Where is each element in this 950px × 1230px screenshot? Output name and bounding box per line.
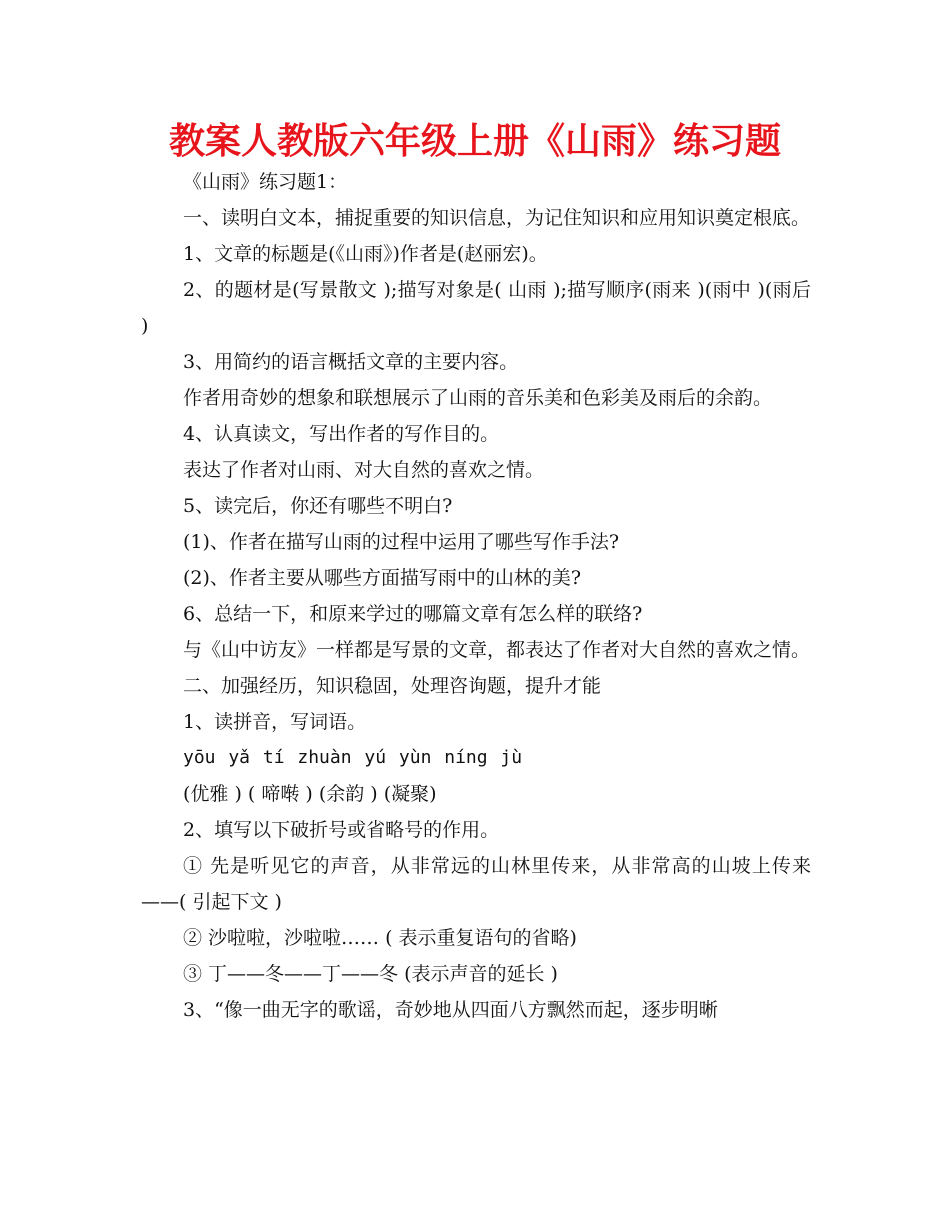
- paragraph-item-3: ③ 丁——冬——丁——冬 (表示声音的延长 ): [183, 963, 558, 985]
- paragraph-q4: 4、认真读文，写出作者的写作目的。: [183, 423, 500, 445]
- paragraph-section-one: 一、读明白文本，捕捉重要的知识信息，为记住知识和应用知识奠定根底。: [183, 207, 811, 229]
- page-title: 教案人教版六年级上册《山雨》练习题: [168, 121, 781, 162]
- paragraph-a4: 表达了作者对山雨、对大自然的喜欢之情。: [183, 459, 545, 481]
- paragraph-q3-quote: 3、“像一曲无字的歌谣，奇妙地从四面八方飘然而起，逐步明晰: [183, 999, 718, 1021]
- paragraph-q5: 5、读完后，你还有哪些不明白?: [183, 495, 453, 517]
- paragraph-q6: 6、总结一下，和原来学过的哪篇文章有怎么样的联络?: [183, 603, 643, 625]
- document-body: [141, 164, 811, 1028]
- paragraph-q1: 1、文章的标题是(《山雨》)作者是(赵丽宏)。: [183, 243, 548, 265]
- paragraph-item-2: ② 沙啦啦，沙啦啦…… ( 表示重复语句的省略): [183, 927, 577, 949]
- paragraph-section-two: 二、加强经历，知识稳固，处理咨询题，提升才能: [183, 675, 602, 697]
- paragraph-q2: 2、的题材是(写景散文 );描写对象是( 山雨 );描写顺序(雨来 )(雨中 )(雨后 ): [141, 279, 811, 337]
- paragraph-q3: 3、用简约的语言概括文章的主要内容。: [183, 351, 519, 373]
- paragraph-item-1: ① 先是听见它的声音，从非常远的山林里传来，从非常高的山坡上传来——( 引起下文 ): [141, 855, 811, 913]
- paragraph-q5-2: (2)、作者主要从哪些方面描写雨中的山林的美?: [183, 567, 582, 589]
- paragraph-pinyin-task: 1、读拼音，写词语。: [183, 711, 367, 733]
- paragraph-pinyin: yōu yǎ tí zhuàn yú yùn níng jù: [183, 747, 523, 768]
- paragraph-q5-1: (1)、作者在描写山雨的过程中运用了哪些写作手法?: [183, 531, 620, 553]
- paragraph-a6: 与《山中访友》一样都是写景的文章，都表达了作者对大自然的喜欢之情。: [183, 639, 811, 661]
- paragraph-a3: 作者用奇妙的想象和联想展示了山雨的音乐美和色彩美及雨后的余韵。: [183, 387, 773, 409]
- paragraph-exercise-heading: 《山雨》练习题1：: [183, 171, 348, 193]
- paragraph-pinyin-answers: (优雅 ) ( 啼啭 ) (余韵 ) (凝聚): [183, 783, 437, 805]
- paragraph-punctuation-task: 2、填写以下破折号或省略号的作用。: [183, 819, 500, 841]
